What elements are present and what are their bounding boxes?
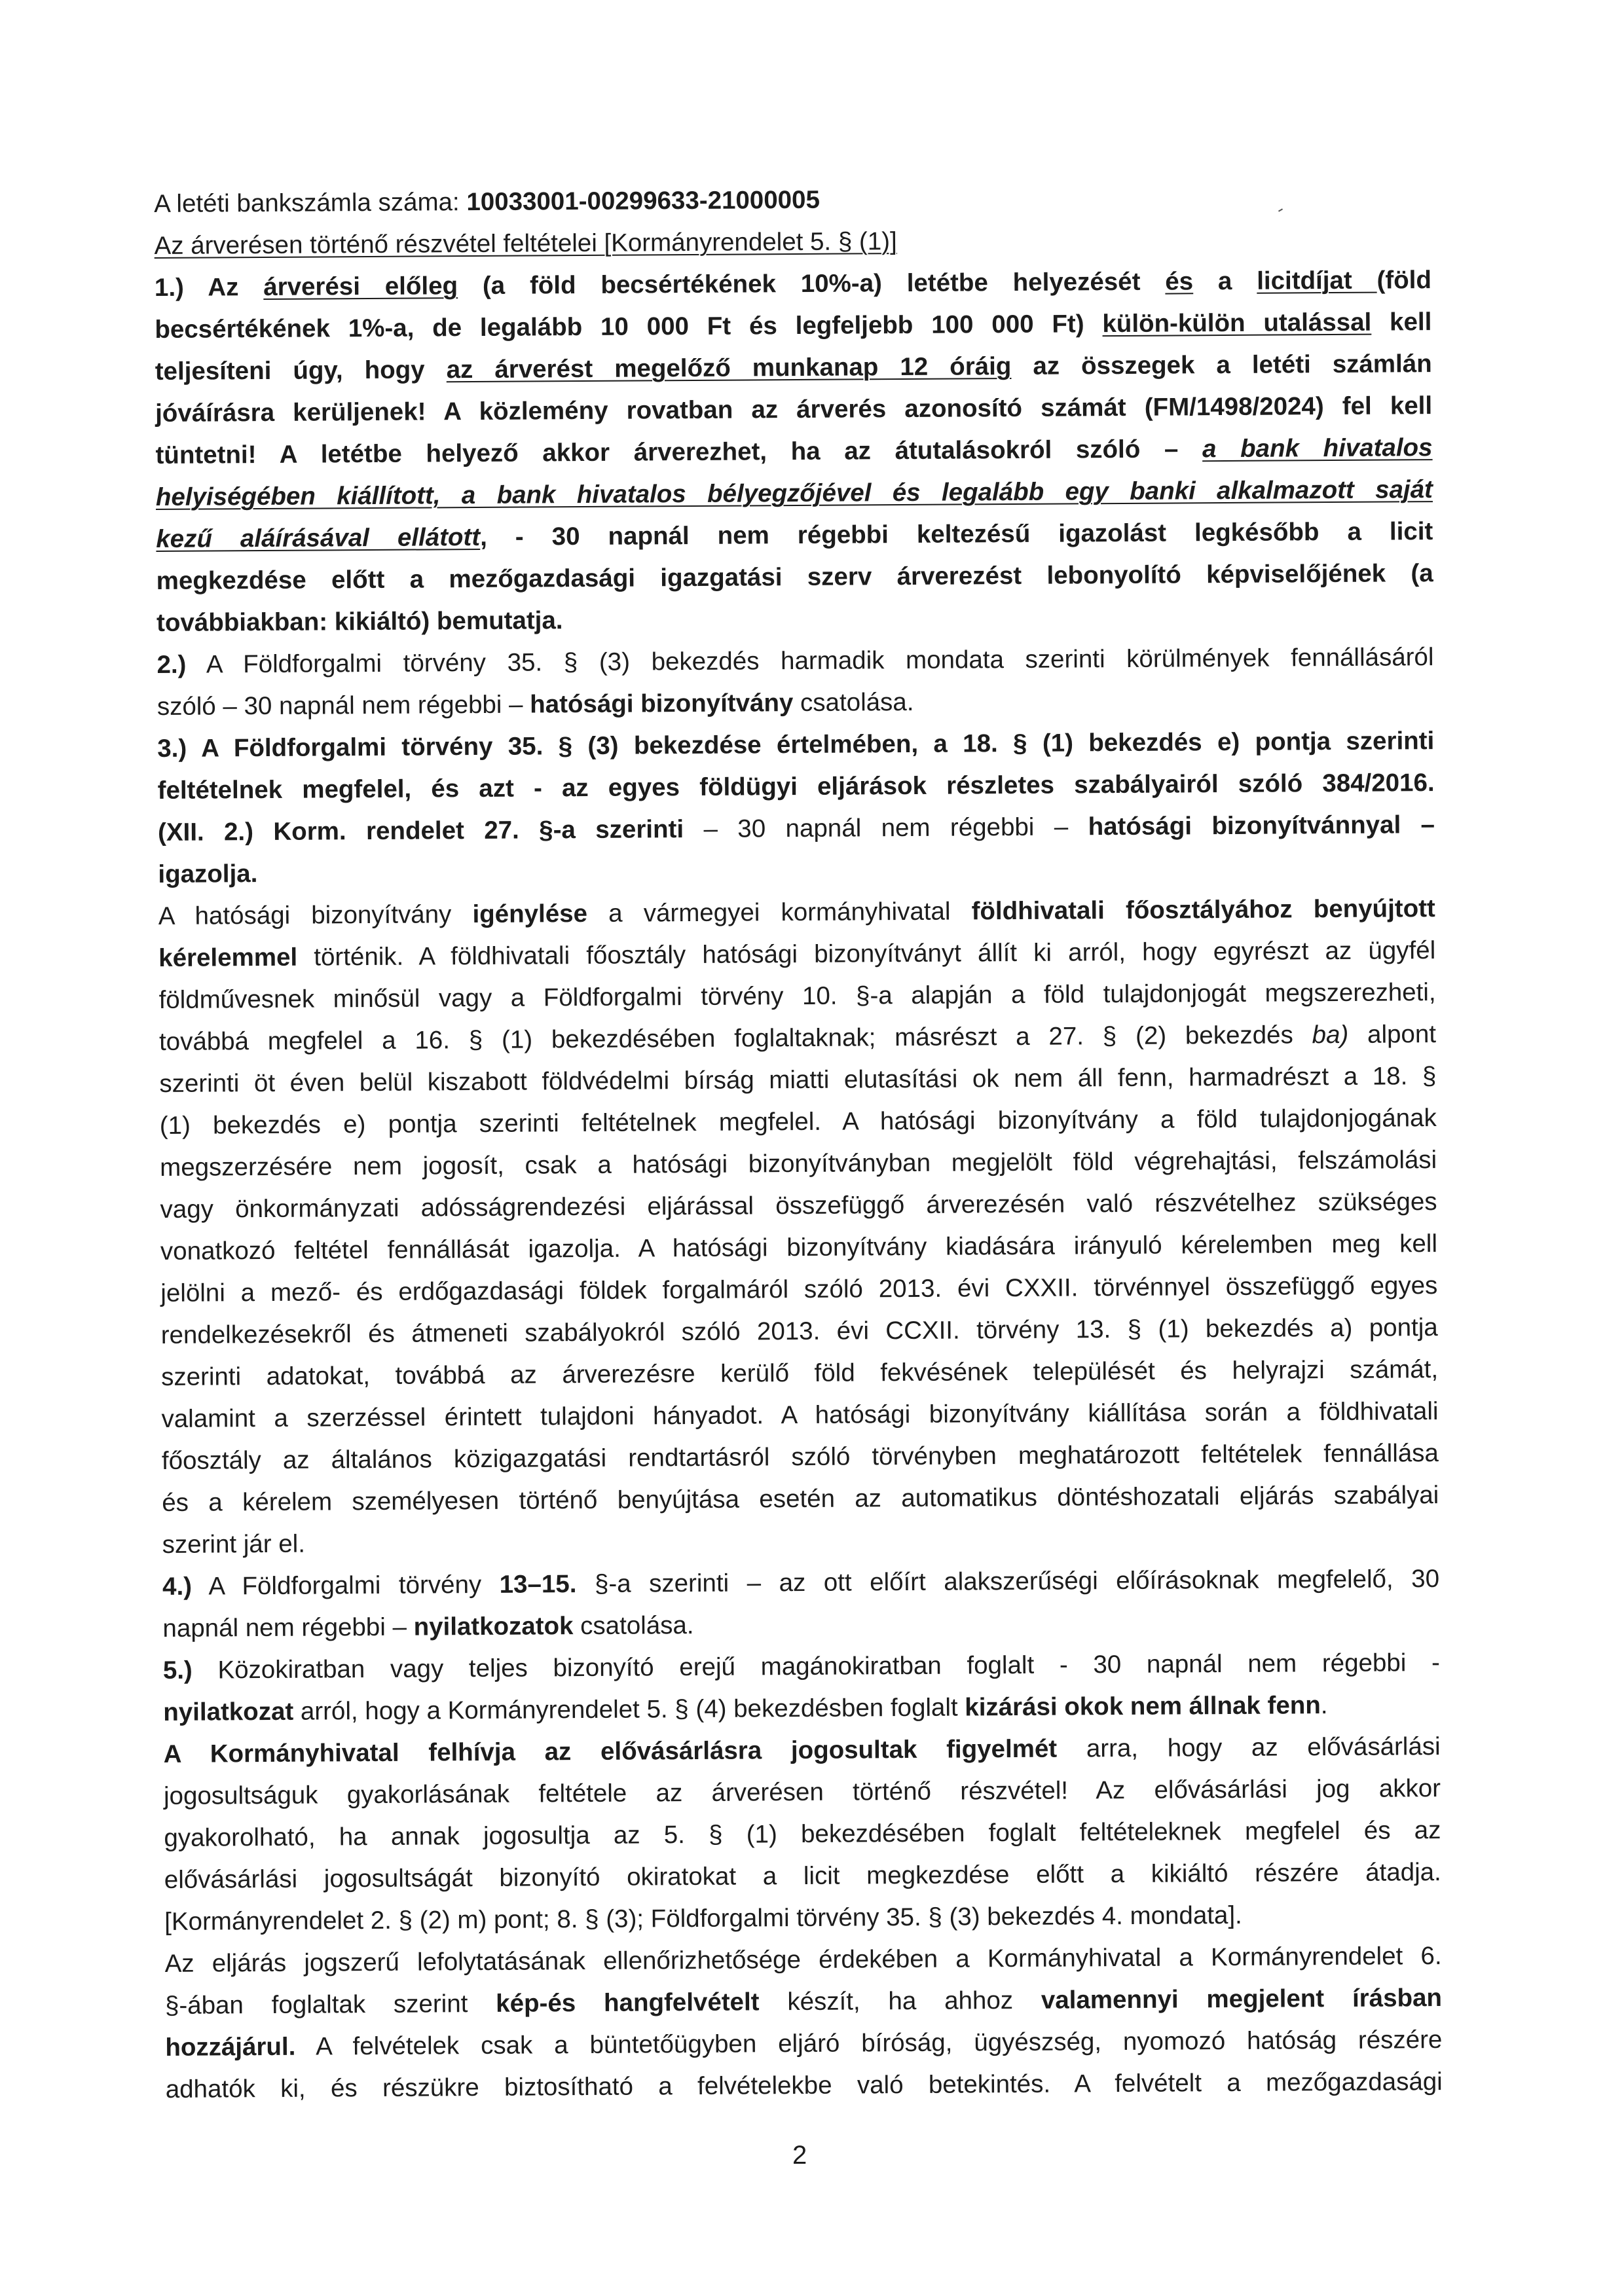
text-segment: megszerzésére nem jogosít, csak a hatósági bizonyítványban megjelölt föld végrehajtási, felszámolási [160,1146,1437,1182]
text-line [163,1726,1440,1776]
text-segment: (föld [1376,266,1432,295]
text-line [158,930,1435,979]
text-line [161,1349,1438,1398]
text-line [165,1977,1442,2027]
text-line [156,511,1433,560]
text-segment: Közokiratban vagy teljes bizonyító erejű magánokiratban foglalt - 30 napnál nem régebbi - [192,1649,1440,1685]
text-segment: történik. A földhivatali főosztály hatósági bizonyítványt állít ki arról, hogy egyrészt az ügyfél [297,936,1436,972]
text-line [157,678,1434,728]
text-segment: (a föld becsértékének 10%-a) letétbe helyezését [457,267,1166,301]
text-line [157,553,1433,602]
text-line [160,1139,1437,1189]
text-segment: A felvételek csak a büntetőügyben eljáró bíróság, ügyészség, nyomozó hatóság részére [295,2026,1443,2061]
text-segment: szerinti öt éven belül kiszabott földvédelmi bírság miatti elutasítási ok nem áll fenn, harmadrészt a 18. § [159,1062,1437,1098]
text-line [160,1223,1437,1273]
text-segment: nyilatkozatok [413,1612,574,1641]
text-line [159,1055,1436,1105]
text-segment: alpont [1348,1020,1437,1049]
text-segment: jelölni a mező- és erdőgazdasági földek forgalmáról szóló 2013. évi CXXII. törvénnyel összefüggő egyes [160,1271,1438,1307]
text-segment: főosztály az általános közigazgatási rendtartásról szóló törvényben meghatározott feltételek fennállása [161,1439,1439,1475]
text-segment: A Földforgalmi törvény [191,1570,500,1601]
text-line [163,1642,1440,1692]
text-segment: 2.) [157,650,187,679]
text-segment: vonatkozó feltétel fennállását igazolja. A hatósági bizonyítvány kiadására irányuló kérelemben meg kell [160,1230,1438,1266]
text-segment: arra, hogy az elővásárlási [1057,1732,1441,1763]
text-segment: gyakorolható, ha annak jogosultja az 5. § (1) bekezdésében foglalt feltételeknek megfelel és az [164,1816,1441,1852]
text-segment: kell [1371,308,1432,337]
text-segment: (XII. 2.) Korm. rendelet 27. §-a szerinti [157,815,684,847]
text-segment: megkezdése előtt a mezőgazdasági igazgatási szerv árverezést lebonyolító képviselőjének (a [156,559,1433,595]
text-line [157,720,1434,770]
account-label: A letéti bankszámla száma: [154,188,467,218]
text-segment: szerinti adatokat, továbbá az árverezésre kerülő föld fekvésének települését és helyrajzi számát, [161,1355,1439,1391]
text-segment: csatolása. [573,1611,694,1641]
text-segment: hatósági bizonyítvánnyal – [1088,811,1435,841]
text-segment: földművesnek minősül vagy a Földforgalmi törvény 10. §-a alapján a föld tulajdonjogát megszerezheti, [158,978,1436,1014]
text-segment: §-ában foglaltak szerint [164,1989,496,2020]
text-segment: szóló – 30 napnál nem régebbi – [157,690,530,721]
text-segment: Az eljárás jogszerű lefolytatásának ellenőrizhetősége érdekében a Kormányhivatal a Kormányrendelet 6. [164,1942,1442,1978]
text-segment: csatolása. [793,687,914,718]
text-segment: vagy önkormányzati adósságrendezési eljárással összefüggő árverezésén való részvételhez szükséges [160,1188,1437,1224]
text-line [161,1391,1438,1440]
text-line [162,1432,1439,1482]
text-segment: 13–15. [499,1570,577,1599]
text-segment: adhatók ki, és részükre biztosítható a felvételekbe való betekintés. A felvételt a mezőgazdasági [165,2068,1443,2104]
text-segment: földhivatali főosztályához benyújtott [971,894,1435,926]
text-line [165,2019,1442,2069]
text-line [164,1893,1441,1943]
paragraph-lines [155,259,1443,2111]
text-segment: továbbá megfelel a 16. § (1) bekezdésében foglaltaknak; másrészt a 27. § (2) bekezdés [158,1021,1312,1056]
text-line [163,1684,1440,1734]
account-line [154,175,1431,225]
text-line [160,1097,1437,1147]
text-segment: hozzájárul. [165,2032,296,2062]
text-segment: árverési előleg [263,272,458,301]
text-segment: arról, hogy a Kormányrendelet 5. § (4) bekezdésben foglalt [293,1693,965,1726]
text-segment: ba) [1312,1020,1349,1049]
text-segment: külön-külön utalással [1102,308,1372,338]
text-line [164,1851,1441,1901]
text-segment: tüntetni! A letétbe helyező akkor árverezhet, ha az átutalásokról szóló – [155,435,1203,469]
text-line [160,1181,1437,1231]
text-segment: a bank hivatalos [1202,433,1433,464]
text-segment: elővásárlási jogosultságát bizonyító okiratokat a licit megkezdése előtt a kikiáltó részére átadja. [164,1858,1441,1894]
text-segment: kezű aláírásával ellátott [156,522,481,553]
text-segment: becsértékének 1%-a, de legalább 10 000 Ft és legfeljebb 100 000 Ft) [155,310,1103,344]
account-number: 10033001-00299633-21000005 [466,185,821,217]
text-line [166,2061,1443,2111]
text-segment: szerint jár el. [162,1529,306,1559]
text-segment: . [1320,1691,1328,1720]
text-segment: (1) bekezdés e) pontja szerinti feltételnek megfelel. A hatósági bizonyítvány a föld tulajdonjogának [159,1104,1437,1140]
text-line [162,1600,1439,1650]
text-segment: napnál nem régebbi – [162,1613,414,1643]
text-segment: [Kormányrendelet 2. § (2) m) pont; 8. § (3); Földforgalmi törvény 35. § (3) bekezdés 4. mondata]. [164,1901,1242,1936]
text-segment: kérelemmel [158,943,298,972]
text-segment: jóváírásra kerüljenek! A közlemény rovatban az árverés azonosító számát (FM/1498/2024) fel kell [155,392,1433,428]
text-segment: A hatósági bizonyítvány [158,900,473,930]
text-line [162,1558,1439,1608]
text-line [156,469,1433,519]
text-segment: §-a szerinti – az ott előírt alakszerűségi előírásoknak megfelelő, 30 [576,1565,1440,1599]
text-segment: az összegek a letéti számlán [1011,350,1432,381]
text-segment: továbbiakban: kikiáltó) bemutatja. [156,606,563,637]
text-line [155,385,1432,435]
text-segment: a vármegyei kormányhivatal [587,897,972,928]
text-segment: és a kérelem személyesen történő benyújtása esetén az automatikus döntéshozatali eljárás szabályai [162,1481,1439,1517]
text-line [158,846,1435,896]
text-segment: A Földforgalmi törvény 35. § (3) bekezdés harmadik mondata szerinti körülmények fennállásáról [186,643,1434,679]
text-segment: nyilatkozat [163,1697,294,1726]
text-line [164,1935,1441,1985]
text-segment: licitdíjat [1257,266,1377,295]
text-segment: kép-és hangfelvételt [496,1988,760,2018]
text-segment: igazolja. [158,860,258,888]
text-line [160,1265,1437,1315]
text-line [155,343,1432,393]
text-segment: az árverést megelőző munkanap 12 óráig [446,352,1012,384]
text-line [159,1013,1436,1063]
text-segment: teljesíteni úgy, hogy [155,355,447,386]
text-line [155,301,1431,351]
text-line [162,1474,1439,1524]
text-line [155,427,1432,477]
text-line [162,1516,1439,1566]
text-line [164,1810,1441,1859]
text-line [164,1768,1441,1817]
text-segment: valamint a szerzéssel érintett tulajdoni hányadot. A hatósági bizonyítvány kiállítása során a földhivatali [161,1397,1439,1433]
text-segment: feltételnek megfelel, és azt - az egyes földügyi eljárások részletes szabályairól szóló 384/2016. [157,769,1435,805]
text-line [155,259,1431,309]
text-segment: rendelkezésekről és átmeneti szabályokról szóló 2013. évi CCXII. törvény 13. § (1) bekezdés a) pontja [160,1313,1438,1349]
text-segment: készít, ha ahhoz [759,1986,1042,2016]
text-segment: a [1192,266,1257,296]
text-line [157,762,1434,812]
text-line [158,888,1435,938]
text-segment: , - 30 napnál nem régebbi keltezésű igazolást legkésőbb a licit [479,517,1433,551]
text-segment: és [1165,267,1194,296]
text-line [157,594,1433,644]
text-segment: helyiségében kiállított, a bank hivatalos bélyegzőjével és legalább egy banki alkalmazott saját [155,475,1433,511]
text-line [158,972,1435,1021]
text-line [157,636,1433,686]
document-body [154,175,1443,2111]
text-segment: valamennyi megjelent írásban [1041,1984,1443,2014]
text-segment: A Kormányhivatal felhívja az elővásárlásra jogosultak figyelmét [163,1734,1058,1768]
text-segment: 4.) [162,1572,193,1601]
text-segment: jogosultságuk gyakorlásának feltétele az árverésen történő részvétel! Az elővásárlási jog akkor [163,1774,1441,1810]
text-segment: 5.) [162,1656,193,1685]
text-segment: 3.) A Földforgalmi törvény 35. § (3) bekezdése értelmében, a 18. § (1) bekezdés e) pontja szerinti [157,727,1435,763]
text-line [158,804,1435,854]
heading-text: Az árverésen történő részvétel feltételei [Kormányrendelet 5. § (1)] [154,227,897,260]
text-segment: igénylése [472,899,588,929]
text-segment: 1.) Az [154,272,264,302]
text-segment: – 30 napnál nem régebbi – [683,812,1088,844]
text-line [161,1307,1438,1357]
text-segment: kizárási okok nem állnak fenn [965,1691,1321,1722]
text-segment: hatósági bizonyítvány [530,689,794,719]
page-number: 2 [792,2141,807,2170]
section-heading [154,217,1431,267]
